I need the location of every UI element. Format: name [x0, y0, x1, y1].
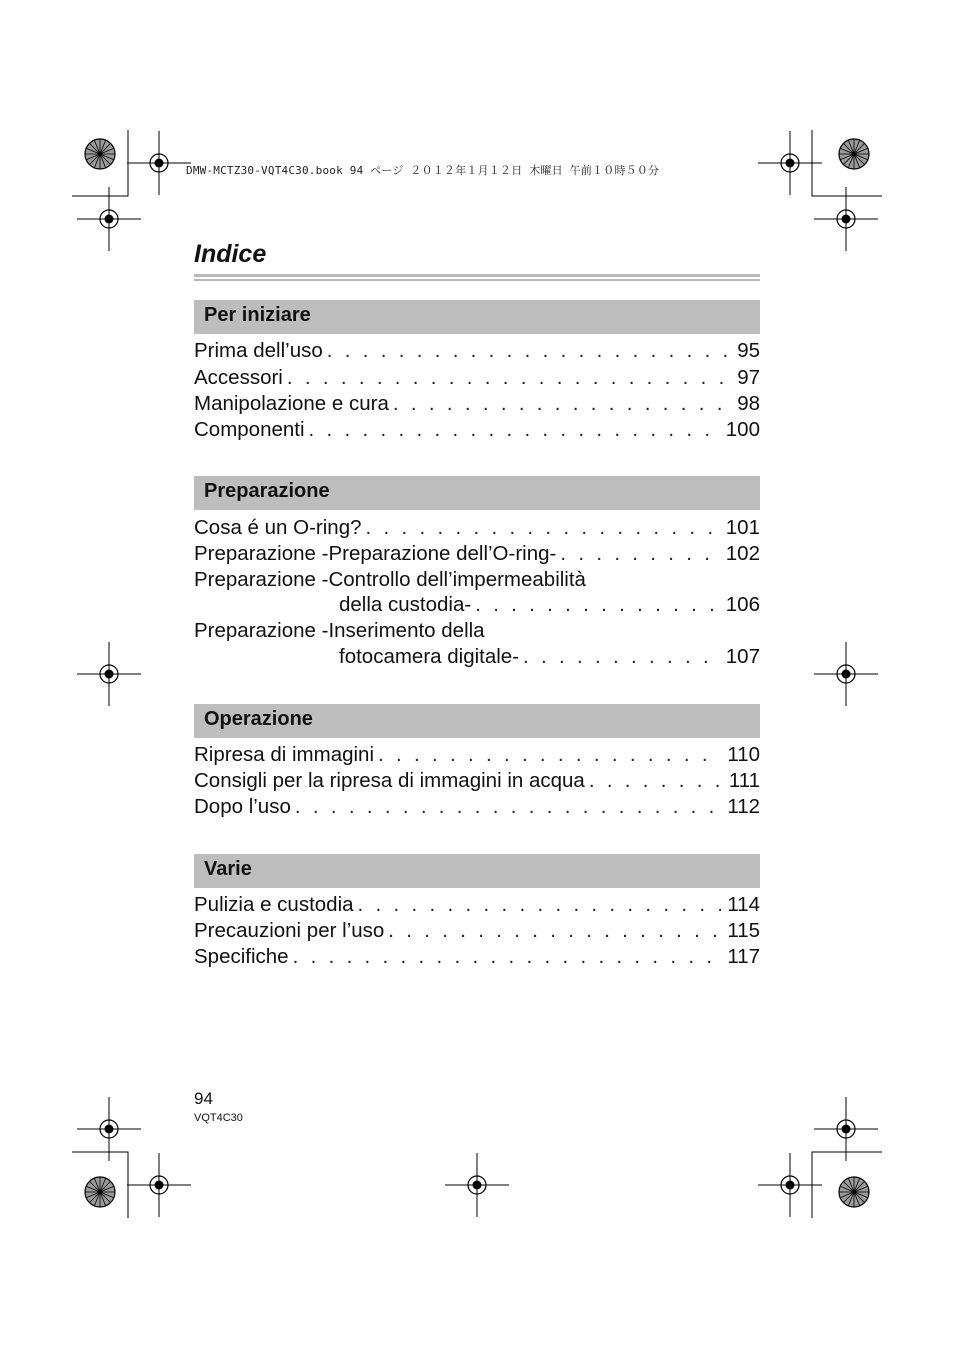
toc-entry-page: 98	[737, 392, 760, 415]
toc-entry	[194, 743, 760, 769]
toc-entry-page: 102	[725, 542, 760, 565]
toc-entry-label: Manipolazione e cura	[194, 392, 389, 415]
title-rule	[194, 274, 760, 281]
toc-entry	[194, 516, 760, 542]
page-title: Indice	[194, 240, 267, 268]
toc-entry-label: Cosa é un O-ring?	[194, 516, 362, 539]
section-heading-per-iniziare: Per iniziare	[194, 300, 760, 334]
toc-entry	[194, 542, 760, 568]
toc-entry-label: Ripresa di immagini	[194, 743, 375, 766]
toc-entry-page: 110	[727, 743, 760, 766]
toc-entry	[194, 945, 760, 971]
toc-entry	[194, 366, 760, 392]
toc-entry-continuation	[339, 645, 760, 671]
toc-entry	[194, 568, 760, 594]
toc-entry-label: Preparazione -Preparazione dell’O-ring-	[194, 542, 557, 565]
toc-entry-label: Dopo l’uso	[194, 795, 291, 818]
toc-entry-label: Consigli per la ripresa di immagini in acqua	[194, 769, 585, 792]
toc-entry	[194, 919, 760, 945]
section-heading-varie: Varie	[194, 854, 760, 888]
toc-entry-page: 107	[725, 645, 760, 668]
toc-entry-page: 117	[727, 945, 760, 968]
toc-entry-page: 101	[725, 516, 760, 539]
dot-leader	[366, 516, 720, 540]
toc-entry	[194, 392, 760, 418]
toc-entry-continuation	[339, 593, 760, 619]
page-number: 94	[194, 1089, 213, 1108]
toc-entry-page: 115	[727, 919, 760, 942]
toc-entry-page: 106	[725, 593, 760, 616]
toc-entry-label-cont: della custodia-	[339, 593, 472, 616]
toc-entry-page: 97	[737, 366, 760, 389]
section-heading-preparazione: Preparazione	[194, 476, 760, 510]
dot-leader	[378, 743, 721, 767]
toc-entry-label: Accessori	[194, 366, 283, 389]
toc-entry-page: 100	[725, 418, 760, 441]
toc-entry-label-cont: fotocamera digitale-	[339, 645, 520, 668]
toc-entry	[194, 893, 760, 919]
toc-entry-label: Componenti	[194, 418, 305, 441]
dot-leader	[293, 945, 722, 969]
print-header: DMW-MCTZ30-VQT4C30.book 94 ページ ２０１２年１月１２日 木曜日 午前１０時５０分	[186, 164, 660, 177]
dot-leader	[287, 366, 731, 390]
toc-entry-label: Preparazione -Inserimento della	[194, 619, 485, 642]
dot-leader	[309, 418, 720, 442]
toc-entry-label: Prima dell’uso	[194, 339, 323, 362]
toc-entry-label: Specifiche	[194, 945, 289, 968]
dot-leader	[388, 919, 721, 943]
toc-entry-label: Precauzioni per l’uso	[194, 919, 385, 942]
toc-entry-label: Pulizia e custodia	[194, 893, 354, 916]
dot-leader	[358, 893, 722, 917]
dot-leader	[393, 392, 731, 416]
toc-entry-page: 114	[727, 893, 760, 916]
dot-leader	[560, 542, 719, 566]
doc-code: VQT4C30	[194, 1112, 243, 1124]
toc-entry	[194, 769, 760, 795]
dot-leader	[295, 795, 721, 819]
dot-leader	[523, 645, 720, 669]
dot-leader	[327, 339, 731, 363]
section-heading-operazione: Operazione	[194, 704, 760, 738]
toc-entry	[194, 795, 760, 821]
dot-leader	[475, 593, 720, 617]
dot-leader	[589, 769, 723, 793]
toc-entry-page: 95	[737, 339, 760, 362]
toc-entry-page: 112	[727, 795, 760, 818]
toc-entry	[194, 418, 760, 444]
toc-entry	[194, 619, 760, 645]
toc-entry-label: Preparazione -Controllo dell’impermeabilità	[194, 568, 586, 591]
toc-entry-page: 111	[728, 769, 760, 792]
toc-entry	[194, 339, 760, 365]
